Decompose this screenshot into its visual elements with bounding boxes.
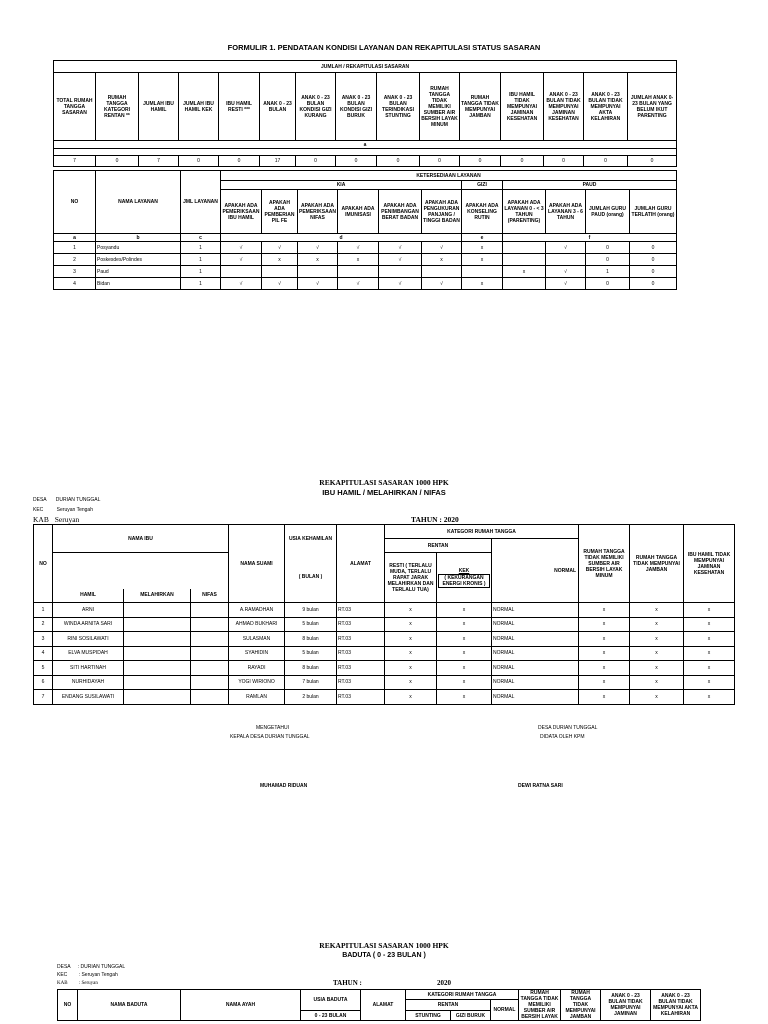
group-header: JUMLAH / REKAPITULASI SASARAN [54,61,677,73]
summary-col-header: ANAK 0 - 23 BULAN KONDISI GIZI BURUK [336,73,377,141]
resti-header: RESTI ( TERLALU MUDA, TERLALU RAPAT JARAK MELAHIRKAN DAN TERLALU TUA) [385,553,437,603]
summary-col-header: JUMLAH IBU HAMIL KEK [179,73,219,141]
row-no: 1 [34,603,53,618]
row-nifas [191,617,229,632]
letter-d: d [221,234,462,242]
summary-value: 0 [584,156,628,167]
service-cell: √ [221,278,262,290]
no-header: NO [34,525,53,603]
row-air: x [579,632,630,647]
summary-col-header: IBU HAMIL RESTI *** [219,73,260,141]
row-usia: 2 bulan [285,690,337,705]
service-no: 1 [54,242,96,254]
summary-value: 0 [460,156,501,167]
row-usia: 7 bulan [285,675,337,690]
nama-ayah-header: NAMA AYAH [181,990,301,1021]
row-jaminan: x [684,603,735,618]
row-jaminan: x [684,617,735,632]
service-row [54,266,677,278]
row-no: 2 [34,617,53,632]
service-col-header: APAKAH ADA PEMBERIAN PIL FE [262,190,298,234]
service-cell: 0 [586,278,630,290]
rekap2-kab-row [57,981,98,986]
row-normal: NORMAL [492,646,579,661]
service-col-header: APAKAH ADA PEMERIKSAAN NIFAS [298,190,338,234]
summary-value: 0 [420,156,460,167]
service-name: Bidan [96,278,181,290]
summary-value: 0 [544,156,584,167]
row-resti: x [385,603,437,618]
jamban-header: RUMAH TANGGA TIDAK MEMPUNYAI JAMBAN [630,525,684,603]
service-col-header: APAKAH ADA LAYANAN 3 - 6 TAHUN [546,190,586,234]
summary-col-header: JUMLAH IBU HAMIL [139,73,179,141]
service-cell: √ [379,254,422,266]
kab-label: KAB [57,981,68,986]
service-cell: √ [379,278,422,290]
service-cell: √ [338,242,379,254]
sign-left-line2: KEPALA DESA DURIAN TUNGGAL [230,734,310,740]
air-header: RUMAH TANGGA TIDAK MEMILIKI SUMBER AIR BERSIH LAYAK [519,990,561,1021]
rekap2-tahun-value: 2020 [437,979,451,987]
row-air: x [579,661,630,676]
service-cell: √ [546,242,586,254]
rekap1-kab-row [33,515,79,524]
jaminan-header: IBU HAMIL TIDAK MEMPUNYAI JAMINAN KESEHATAN [684,525,735,603]
letter-c: c [181,234,221,242]
desa-value: : DURIAN TUNGGAL [77,964,126,970]
rekap1-tahun [411,515,459,524]
service-cell: x [462,278,503,290]
row-suami: AHMAD BUKHARI [229,617,285,632]
row-jamban: x [630,661,684,676]
row-air: x [579,675,630,690]
service-cell [462,266,503,278]
row-suami: RAMLAN [229,690,285,705]
summary-value: 0 [501,156,544,167]
row-melahirkan [124,617,191,632]
summary-col-header: TOTAL RUMAH TANGGA SASARAN [54,73,96,141]
rekap1-title: REKAPITULASI SASARAN 1000 HPK [319,478,449,487]
row-usia: 5 bulan [285,617,337,632]
service-cell: √ [221,254,262,266]
row-jamban: x [630,617,684,632]
rekap2-table [57,989,701,1021]
row-suami: SYAHIDIN [229,646,285,661]
service-cell: x [338,254,379,266]
service-cell: √ [546,278,586,290]
rekap1-desa-row [33,497,100,503]
desa-label: DESA [57,964,71,970]
service-count: 1 [181,242,221,254]
tahun-value: 2020 [443,515,459,524]
service-cell: 0 [630,242,677,254]
table-row [34,690,735,705]
service-count: 1 [181,266,221,278]
summary-col-header: ANAK 0 - 23 BULAN TIDAK MEMPUNYAI JAMINAN KESEHATAN [544,73,584,141]
row-kek: x [437,632,492,647]
gizi-buruk-header: GIZI BURUK [451,1011,491,1021]
stunting-header: STUNTING [406,1011,451,1021]
row-jaminan: x [684,675,735,690]
kab-value: : Seruyan [78,981,98,986]
row-jamban: x [630,603,684,618]
row-jaminan: x [684,690,735,705]
sign-right-line1: DESA DURIAN TUNGGAL [538,725,598,731]
summary-col-header: RUMAH TANGGA TIDAK MEMILIKI SUMBER AIR BERSIH LAYAK MINUM [420,73,460,141]
service-name: Paud [96,266,181,278]
row-jamban: x [630,675,684,690]
spacer-row [54,149,677,156]
row-alamat: RT.03 [337,617,385,632]
row-alamat: RT.03 [337,603,385,618]
row-nifas [191,646,229,661]
row-jaminan: x [684,646,735,661]
service-cell: x [262,254,298,266]
summary-col-header: IBU HAMIL TIDAK MEMPUNYAI JAMINAN KESEHATAN [501,73,544,141]
service-cell: √ [422,278,462,290]
kia-header: KIA [221,181,462,190]
row-nifas [191,675,229,690]
service-cell: 0 [630,278,677,290]
service-cell: 0 [586,254,630,266]
service-cell: 1 [586,266,630,278]
sign-left-name: MUHAMAD RIDUAN [260,783,308,789]
row-usia: 8 bulan [285,661,337,676]
summary-value: 0 [628,156,677,167]
row-usia: 8 bulan [285,632,337,647]
nama-baduta-header: NAMA BADUTA [78,990,181,1021]
service-name: Posyandu [96,242,181,254]
service-name-header: NAMA LAYANAN [96,171,181,234]
summary-value: 17 [260,156,296,167]
service-cell: √ [422,242,462,254]
rekap1-subtitle: IBU HAMIL / MELAHIRKAN / NIFAS [322,488,446,497]
service-col-header: JUMLAH GURU PAUD (orang) [586,190,630,234]
summary-col-header: RUMAH TANGGA TIDAK MEMPUNYAI JAMBAN [460,73,501,141]
service-cell [379,266,422,278]
nama-suami-header: NAMA SUAMI [229,525,285,603]
row-alamat: RT.03 [337,661,385,676]
service-no: 4 [54,278,96,290]
row-air: x [579,617,630,632]
service-cell [422,266,462,278]
row-normal: NORMAL [492,603,579,618]
service-cell [221,266,262,278]
row-kek: x [437,661,492,676]
kek-label: KEK [458,567,470,574]
service-cell: 0 [630,254,677,266]
service-cell: x [422,254,462,266]
service-cell: x [298,254,338,266]
kategori-header: KATEGORI RUMAH TANGGA [385,525,579,539]
service-col-header: APAKAH ADA PENIMBANGAN BERAT BADAN [379,190,422,234]
row-kek: x [437,646,492,661]
service-cell [262,266,298,278]
row-normal: NORMAL [492,617,579,632]
service-cell: x [462,254,503,266]
service-row [54,254,677,266]
sign-left-line1: MENGETAHUI [256,725,289,731]
normal-header: NORMAL [491,1000,519,1021]
alamat-header: ALAMAT [337,525,385,603]
row-air: x [579,646,630,661]
row-alamat: RT.03 [337,632,385,647]
service-col-header: JUMLAH GURU TERLATIH (orang) [630,190,677,234]
row-melahirkan [124,675,191,690]
row-hamil: SITI HARTINAH [53,661,124,676]
row-no: 7 [34,690,53,705]
service-col-header: APAKAH ADA IMUNISASI [338,190,379,234]
row-resti: x [385,690,437,705]
row-nifas [191,661,229,676]
service-cell: √ [298,242,338,254]
row-air: x [579,603,630,618]
row-kek: x [437,603,492,618]
kek-note: ( KEKURANGAN ENERGI KRONIS ) [438,574,490,588]
row-normal: NORMAL [492,632,579,647]
service-cell: √ [379,242,422,254]
service-row [54,278,677,290]
melahirkan-header: MELAHIRKAN [124,589,191,603]
row-kek: x [437,675,492,690]
service-cell: x [462,242,503,254]
alamat-header: ALAMAT [361,990,406,1021]
summary-col-header: ANAK 0 - 23 BULAN TERINDIKASI STUNTING [377,73,420,141]
row-normal: NORMAL [492,675,579,690]
summary-col-header: ANAK 0 - 23 BULAN KONDISI GIZI KURANG [296,73,336,141]
row-kek: x [437,690,492,705]
letter-a: a [54,234,96,242]
form1-title: FORMULIR 1. PENDATAAN KONDISI LAYANAN DAN REKAPITULASI STATUS SASARAN [227,43,541,52]
service-count-header: JML LAYANAN [181,171,221,234]
service-cell: √ [546,266,586,278]
service-cell: 0 [630,266,677,278]
nama-ibu-header: NAMA IBU [53,525,229,553]
row-resti: x [385,617,437,632]
row-suami: YOGI WIRIONO [229,675,285,690]
nama-ibu-spacer [53,553,229,589]
row-nifas [191,690,229,705]
row-alamat: RT.03 [337,675,385,690]
summary-col-header: RUMAH TANGGA KATEGORI RENTAN ** [96,73,139,141]
sign-right-name: DEWI RATNA SARI [518,783,563,789]
service-col-header: APAKAH ADA LAYANAN 0 - < 3 TAHUN (PARENTING) [503,190,546,234]
rekap1-kec-row [33,507,93,513]
row-alamat: RT.03 [337,690,385,705]
no-header: NO [54,171,96,234]
service-col-header: APAKAH ADA PENGUKURAN PANJANG / TINGGI BADAN [422,190,462,234]
akta-header: ANAK 0 - 23 BULAN TIDAK MEMPUNYAI AKTA KELAHIRAN [651,990,701,1021]
index-letter: a [54,141,677,149]
service-cell [338,266,379,278]
service-availability-header: KETERSEDIAAN LAYANAN [221,171,677,181]
service-col-header: APAKAH ADA PEMERIKSAAN IBU HAMIL [221,190,262,234]
table-row [34,603,735,618]
row-usia: 5 bulan [285,646,337,661]
kab-value: Seruyan [54,515,80,524]
row-hamil: NURHIDAYAH [53,675,124,690]
jaminan-header: ANAK 0 - 23 BULAN TIDAK MEMPUNYAI JAMINAN [601,990,651,1021]
summary-col-header: ANAK 0 - 23 BULAN [260,73,296,141]
service-table [53,170,677,290]
service-no: 3 [54,266,96,278]
kek-header [437,553,492,603]
kec-value: : Seruyan Tengah [78,972,118,978]
service-cell: x [503,266,546,278]
row-hamil: ELVA MUSPIDAH [53,646,124,661]
sign-right-line2: DIDATA OLEH KPM [540,734,585,740]
row-melahirkan [124,603,191,618]
kab-label: KAB [33,515,49,524]
usia-sub-header: 0 - 23 BULAN [301,1011,361,1021]
nifas-header: NIFAS [191,589,229,603]
rekap1-table [33,524,735,705]
service-cell [298,266,338,278]
kec-value: Seruyan Tengah [56,507,93,513]
tahun-label: TAHUN : [411,515,442,524]
row-air: x [579,690,630,705]
letter-e: e [462,234,503,242]
table-row [34,632,735,647]
row-melahirkan [124,690,191,705]
rekap2-desa-row [57,964,125,970]
summary-value: 0 [336,156,377,167]
service-col-header: APAKAH ADA KONSELING RUTIN [462,190,503,234]
summary-value: 0 [179,156,219,167]
table-row [34,675,735,690]
row-resti: x [385,632,437,647]
row-kek: x [437,617,492,632]
kec-label: KEC [57,972,68,978]
table-row [34,661,735,676]
row-hamil: RINI SOSILAWATI [53,632,124,647]
desa-label: DESA [33,497,47,503]
table-row [34,617,735,632]
row-jamban: x [630,646,684,661]
row-jaminan: x [684,661,735,676]
service-cell: 0 [586,242,630,254]
rekap2-title: REKAPITULASI SASARAN 1000 HPK [319,941,449,950]
letter-f: f [503,234,677,242]
row-usia: 9 bulan [285,603,337,618]
service-no: 2 [54,254,96,266]
summary-value: 0 [296,156,336,167]
service-count: 1 [181,278,221,290]
service-row [54,242,677,254]
rentan-header: RENTAN [406,1000,491,1011]
service-cell: √ [298,278,338,290]
kec-label: KEC [33,507,44,513]
row-hamil: WINDA ARNITA SARI [53,617,124,632]
row-hamil: ENDANG SUSILAWATI [53,690,124,705]
summary-value: 7 [139,156,179,167]
row-jamban: x [630,632,684,647]
usia-baduta-header: USIA BADUTA [301,990,361,1011]
service-cell [503,254,546,266]
usia-unit: ( BULAN ) [285,553,337,603]
summary-value: 0 [377,156,420,167]
rekap2-kec-row [57,972,118,978]
rekap2-tahun-label: TAHUN : [333,979,362,987]
jamban-header: RUMAH TANGGA TIDAK MEMPUNYAI JAMBAN [561,990,601,1021]
row-hamil: ARNI [53,603,124,618]
summary-col-header: JUMLAH ANAK 0-23 BULAN YANG BELUM IKUT PARENTING [628,73,677,141]
service-cell: √ [262,242,298,254]
row-jaminan: x [684,632,735,647]
row-jamban: x [630,690,684,705]
row-resti: x [385,675,437,690]
air-header: RUMAH TANGGA TIDAK MEMILIKI SUMBER AIR BERSIH LAYAK MINUM [579,525,630,603]
paud-header: PAUD [503,181,677,190]
row-no: 5 [34,661,53,676]
row-nifas [191,632,229,647]
service-cell [503,278,546,290]
row-normal: NORMAL [492,690,579,705]
service-cell [503,242,546,254]
summary-value: 0 [219,156,260,167]
row-nifas [191,603,229,618]
row-no: 4 [34,646,53,661]
row-suami: RAYADI [229,661,285,676]
summary-col-header: ANAK 0 - 23 BULAN TIDAK MEMPUNYAI AKTA KELAHIRAN [584,73,628,141]
rentan-header: RENTAN [385,539,492,553]
service-cell [546,254,586,266]
form1-summary-table [53,60,677,167]
no-header: NO [58,990,78,1021]
gizi-header: GIZI [462,181,503,190]
hamil-header: HAMIL [53,589,124,603]
service-count: 1 [181,254,221,266]
service-name: Poskesdes/Polindes [96,254,181,266]
row-alamat: RT.03 [337,646,385,661]
desa-value: DURIAN TUNGGAL [55,497,101,503]
summary-value: 7 [54,156,96,167]
table-row [34,646,735,661]
usia-kehamilan-header: USIA KEHAMILAN [285,525,337,553]
row-melahirkan [124,646,191,661]
rekap2-subtitle: BADUTA ( 0 - 23 BULAN ) [342,952,426,959]
service-cell: √ [221,242,262,254]
summary-value: 0 [96,156,139,167]
row-no: 6 [34,675,53,690]
row-suami: A.RAMADHAN [229,603,285,618]
row-normal: NORMAL [492,661,579,676]
letter-b: b [96,234,181,242]
kategori-header: KATEGORI RUMAH TANGGA [406,990,519,1000]
row-resti: x [385,646,437,661]
normal-header: NORMAL [492,539,579,603]
row-melahirkan [124,632,191,647]
row-suami: SULASMAN [229,632,285,647]
service-cell: √ [262,278,298,290]
row-melahirkan [124,661,191,676]
service-cell: √ [338,278,379,290]
row-no: 3 [34,632,53,647]
row-resti: x [385,661,437,676]
